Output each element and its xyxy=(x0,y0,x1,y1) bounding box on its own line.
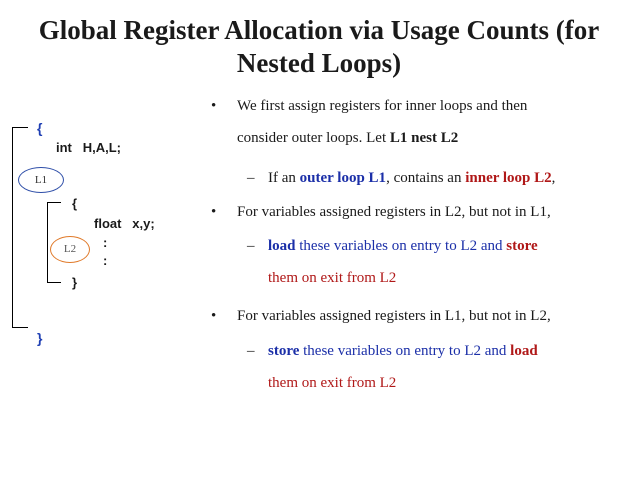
store-keyword: store xyxy=(506,238,538,254)
sub-bullet-3-line-1 xyxy=(268,343,538,360)
loop-l1-label: L1 xyxy=(18,167,64,193)
bullet-1-line-2 xyxy=(237,130,458,147)
bullet-1-text: consider outer loops. Let xyxy=(237,130,390,146)
sub-bullet-3-line-2: them on exit from L2 xyxy=(268,375,397,391)
slide-title-line-1: Global Register Allocation via Usage Counts (for xyxy=(38,15,600,45)
ellipsis-colon-2: : xyxy=(103,253,108,268)
sub-bullet-dash-1: – xyxy=(247,170,255,186)
bullet-dot-2: • xyxy=(211,204,217,220)
load-keyword-2: load xyxy=(510,343,538,359)
load-keyword: load xyxy=(268,238,296,254)
outer-bracket-bottom xyxy=(12,327,28,328)
loop-l2-label: L2 xyxy=(50,236,90,263)
inner-bracket-bottom xyxy=(47,282,61,283)
sub-bullet-1-text-a: If an xyxy=(268,170,300,186)
sub-bullet-3-text: these variables on entry to L2 and xyxy=(299,343,511,359)
sub-bullet-2-line-2: them on exit from L2 xyxy=(268,270,397,286)
slide-title-line-2: Nested Loops) xyxy=(236,48,402,78)
inner-close-brace: } xyxy=(72,275,78,290)
sub-bullet-dash-3: – xyxy=(247,343,255,359)
bullet-dot-3: • xyxy=(211,308,217,324)
ellipsis-colon-1: : xyxy=(103,235,108,250)
sub-bullet-1-text-c: , xyxy=(551,170,556,186)
outer-declaration: int H,A,L; xyxy=(56,140,121,155)
sub-bullet-1-text-b: , contains an xyxy=(386,170,466,186)
outer-close-brace: } xyxy=(37,330,43,346)
sub-bullet-1 xyxy=(268,170,555,187)
outer-bracket-top xyxy=(12,127,28,128)
store-keyword-2: store xyxy=(268,343,300,359)
inner-open-brace: { xyxy=(72,196,78,211)
inner-declaration: float x,y; xyxy=(94,216,155,231)
outer-loop-l1-text: outer loop L1 xyxy=(299,170,387,186)
bullet-2: For variables assigned registers in L2, but not in L1, xyxy=(237,204,551,220)
inner-bracket-top xyxy=(47,202,61,203)
bullet-3: For variables assigned registers in L1, but not in L2, xyxy=(237,308,551,324)
slide-title xyxy=(0,14,638,80)
sub-bullet-dash-2: – xyxy=(247,238,255,254)
sub-bullet-2-line-1 xyxy=(268,238,538,255)
inner-bracket-vertical xyxy=(47,202,48,282)
sub-bullet-2-text: these variables on entry to L2 and xyxy=(295,238,507,254)
outer-bracket-vertical xyxy=(12,127,13,327)
outer-open-brace: { xyxy=(37,120,43,136)
bullet-1-bold: L1 nest L2 xyxy=(389,130,459,146)
bullet-1-line-1: We first assign registers for inner loops and then xyxy=(237,98,528,114)
bullet-dot-1: • xyxy=(211,98,217,114)
inner-loop-l2-text: inner loop L2 xyxy=(465,170,552,186)
